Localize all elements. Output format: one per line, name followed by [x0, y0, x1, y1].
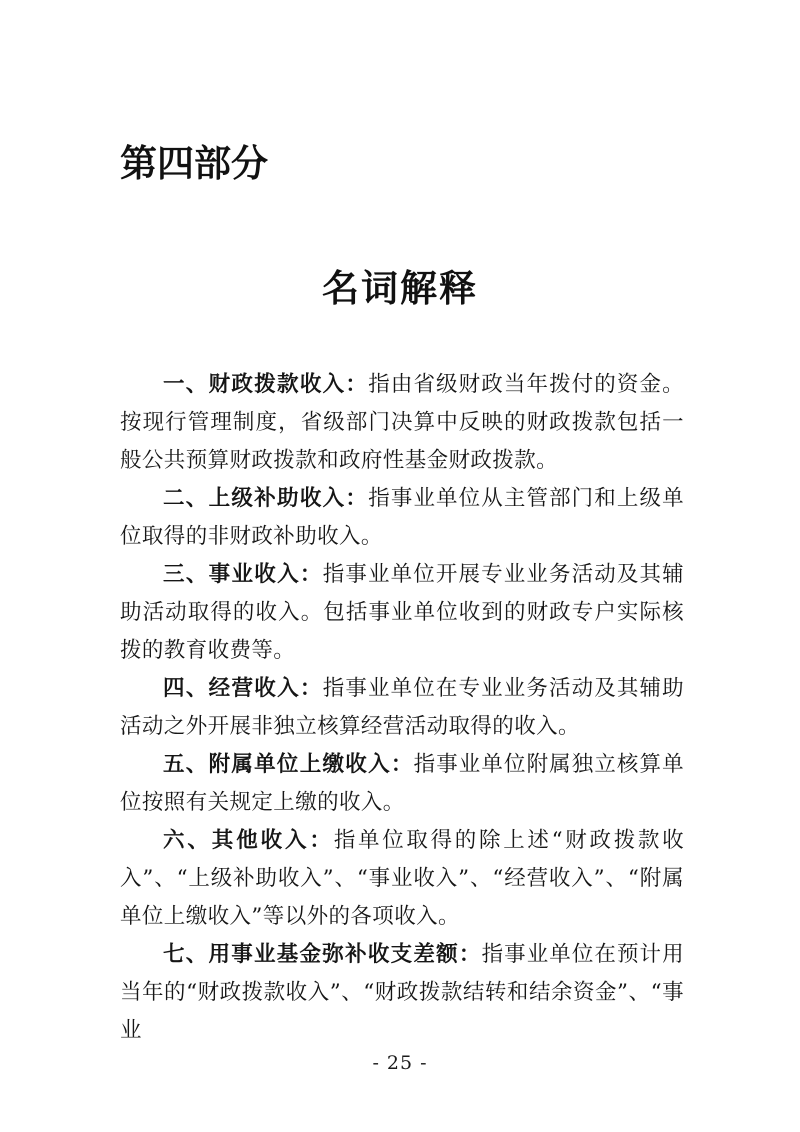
page-number: - 25 -	[372, 1052, 428, 1074]
page-title: 名词解释	[322, 267, 478, 310]
definition-item	[120, 556, 684, 670]
definition-item	[120, 480, 684, 556]
definition-term: 六、其他收入：	[163, 828, 334, 853]
definitions-list	[120, 366, 684, 1050]
section-heading: 第四部分	[120, 142, 268, 185]
definition-body: 指事业单位在专业业务活动及其辅助活动之外开展非独立核算经营活动取得的收入。	[120, 676, 685, 739]
definition-body: 指事业单位在预计用当年的“财政拨款收入”、“财政拨款结转和结余资金”、“事业	[120, 942, 684, 1043]
definition-term: 七、用事业基金弥补收支差额：	[163, 942, 482, 967]
definition-body: 指事业单位开展专业业务活动及其辅助活动取得的收入。包括事业单位收到的财政专户实际核拨的教育收费等。	[120, 562, 685, 663]
definition-item	[120, 746, 684, 822]
definition-body: 指单位取得的除上述“财政拨款收入”、“上级补助收入”、“事业收入”、“经营收入”、“附属单位上缴收入”等以外的各项收入。	[120, 828, 685, 929]
definition-term: 三、事业收入：	[163, 562, 323, 587]
definition-term: 一、财政拨款收入：	[163, 372, 369, 397]
definition-item	[120, 936, 684, 1050]
definition-body: 指事业单位附属独立核算单位按照有关规定上缴的收入。	[120, 752, 684, 815]
definition-body: 指由省级财政当年拨付的资金。按现行管理制度，省级部门决算中反映的财政拨款包括一般公共预算财政拨款和政府性基金财政拨款。	[120, 372, 685, 473]
definition-term: 四、经营收入：	[163, 676, 323, 701]
definition-term: 五、附属单位上缴收入：	[163, 752, 414, 777]
definition-item	[120, 366, 684, 480]
definition-body: 指事业单位从主管部门和上级单位取得的非财政补助收入。	[120, 486, 685, 549]
definition-term: 二、上级补助收入：	[163, 486, 369, 511]
definition-item	[120, 670, 684, 746]
definition-item	[120, 822, 684, 936]
